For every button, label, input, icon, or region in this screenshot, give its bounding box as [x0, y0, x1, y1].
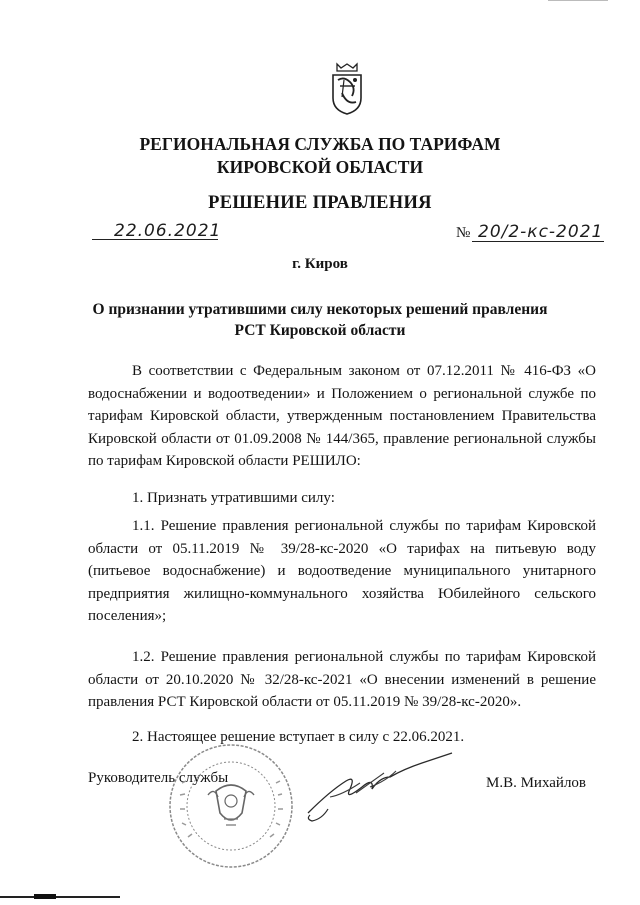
- coat-of-arms-icon: [328, 62, 366, 116]
- organization-name: [0, 133, 640, 179]
- item-2: 2. Настоящее решение вступает в силу с 22.06.2021.: [132, 729, 465, 745]
- number-label: №: [456, 225, 471, 241]
- organization-line-2: КИРОВСКОЙ ОБЛАСТИ: [216, 157, 424, 177]
- organization-line-1: РЕГИОНАЛЬНАЯ СЛУЖБА ПО ТАРИФАМ: [139, 134, 501, 154]
- date-underline: [92, 239, 218, 240]
- subject-line-2: РСТ Кировской области: [234, 322, 406, 339]
- number-field: [456, 222, 604, 246]
- scan-edge-mark: [548, 0, 608, 3]
- document-date: 22.06.2021: [114, 221, 222, 241]
- scan-artifact-mark: [34, 894, 56, 899]
- subject-line-1: О признании утратившими силу некоторых решений правления: [92, 301, 548, 318]
- signatory-name: М.В. Михайлов: [486, 775, 587, 791]
- document-title: РЕШЕНИЕ ПРАВЛЕНИЯ: [208, 193, 432, 213]
- signatory-position: Руководитель службы: [88, 770, 229, 786]
- date-field: [92, 220, 222, 244]
- item-1-2: 1.2. Решение правления региональной службы по тарифам Кировской области от 20.10.2020 № 32/28-кс-2021 «О внесении изменений в решение правления РСТ Кировской области от 05.11.2019 № 39/28-кс-2020».: [88, 649, 596, 711]
- number-underline: [472, 241, 604, 242]
- official-seal-icon: [168, 743, 294, 869]
- item-1: 1. Признать утратившими силу:: [132, 490, 335, 506]
- document-subject: [0, 299, 640, 341]
- scan-artifact-line: [0, 896, 120, 898]
- preamble-paragraph: В соответствии с Федеральным законом от 07.12.2011 № 416-ФЗ «О водоснабжении и водоотведении» и Положением о региональной службе по тарифам Кировской области, утвержденным постановлением Правительства Кировской области от 01.09.2008 № 144/365, правление региональной службы по тарифам Кировской области РЕШИЛО:: [88, 363, 596, 470]
- handwritten-signature-icon: [300, 747, 470, 827]
- city: г. Киров: [292, 256, 348, 272]
- document-number: 20/2-кс-2021: [478, 222, 604, 242]
- item-1-1: 1.1. Решение правления региональной службы по тарифам Кировской области от 05.11.2019 № 39/28-кс-2020 «О тарифах на питьевую воду (питьевое водоснабжение) и водоотведение муниципального унитарного предприятия жилищно-коммунального хозяйства Юбилейного сельского поселения»;: [88, 518, 596, 625]
